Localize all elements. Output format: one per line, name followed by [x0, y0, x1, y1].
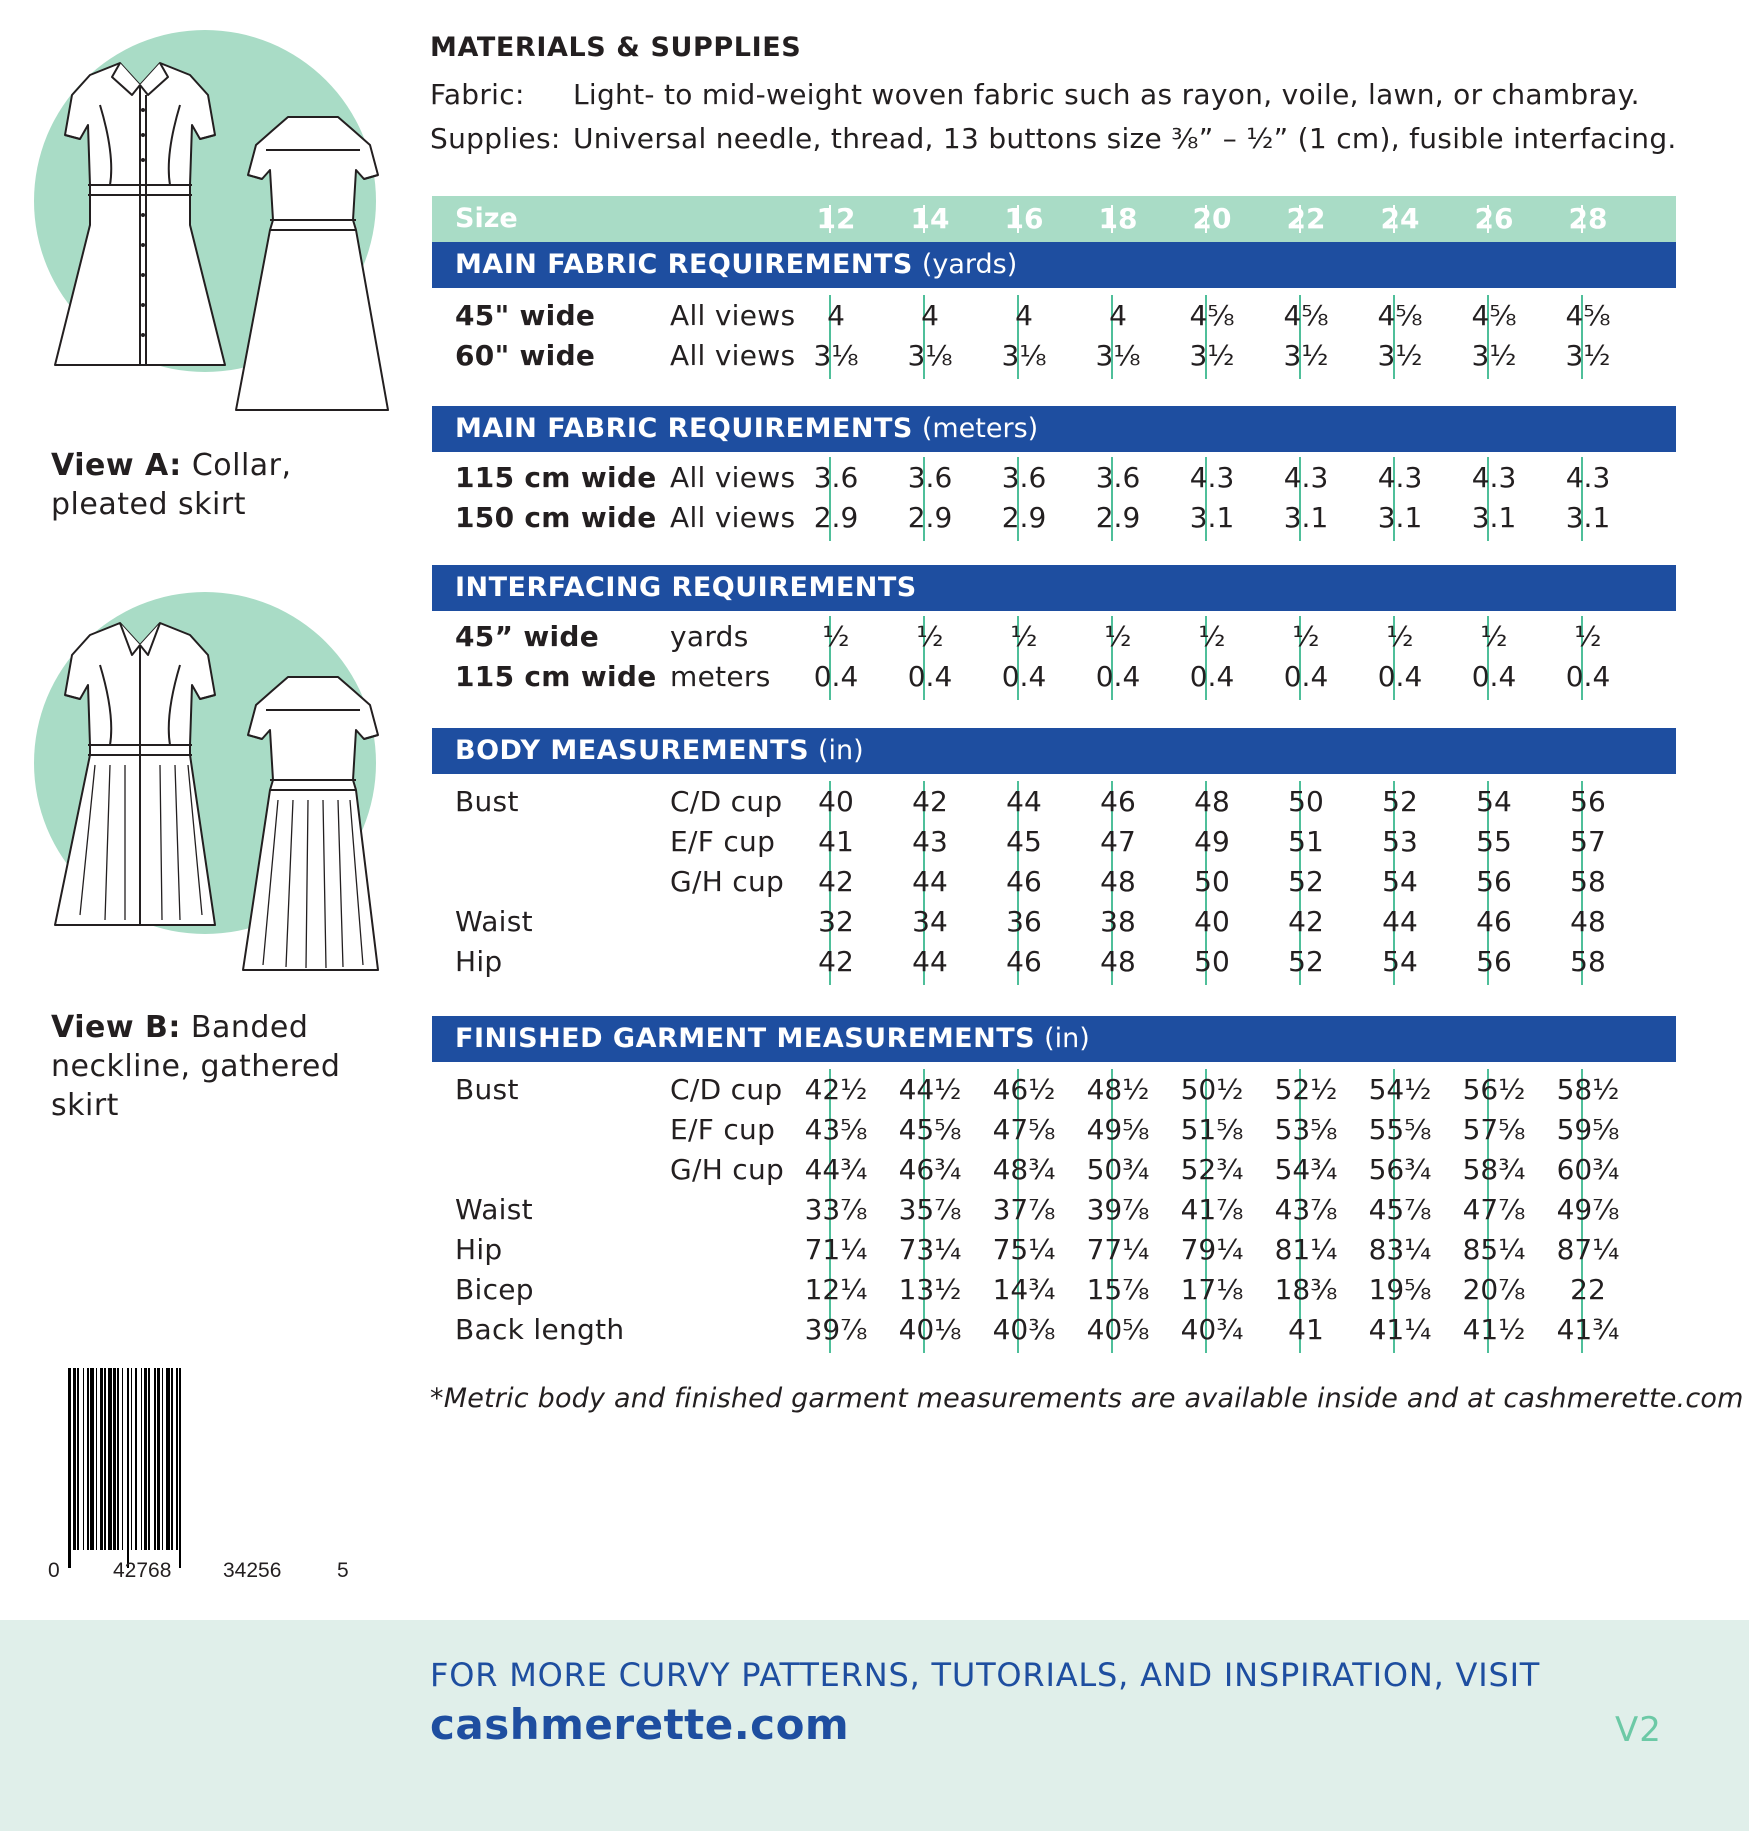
table-cell: 54 [1382, 865, 1418, 898]
table-cell: 42 [1288, 905, 1324, 938]
table-cell: 44 [1382, 905, 1418, 938]
view-a-front-dress-illustration [40, 55, 240, 375]
table-cell: 4 [1109, 299, 1127, 332]
row-label: 45” wide [455, 620, 600, 653]
table-cell: 2.9 [1095, 501, 1141, 534]
barcode-bar [179, 1368, 181, 1568]
table-cell: 50 [1194, 865, 1230, 898]
table-cell: 54 [1382, 945, 1418, 978]
table-cell: 3.6 [1095, 461, 1141, 494]
table-cell: 47 [1100, 825, 1136, 858]
row-label: Hip [455, 1233, 503, 1266]
table-cell: 0.4 [1377, 660, 1423, 693]
table-cell: 13½ [898, 1273, 962, 1306]
table-cell: 3½ [1189, 339, 1235, 372]
table-cell: 22 [1570, 1273, 1606, 1306]
table-cell: 19⅝ [1368, 1273, 1432, 1306]
table-cell: 3.6 [1001, 461, 1047, 494]
table-cell: 40⅝ [1086, 1313, 1150, 1346]
row-sublabel: E/F cup [670, 825, 776, 858]
barcode-bar [108, 1368, 112, 1550]
row-label: 45" wide [455, 299, 596, 332]
row-sublabel: C/D cup [670, 785, 783, 818]
table-cell: 4⅝ [1377, 299, 1423, 332]
barcode-bar [77, 1368, 79, 1550]
barcode-bar [90, 1368, 94, 1550]
section-unit: (yards) [921, 249, 1018, 280]
table-cell: 44¾ [804, 1153, 868, 1186]
table-cell: 48½ [1086, 1073, 1150, 1106]
table-cell: ½ [1104, 620, 1132, 653]
table-cell: 38 [1100, 905, 1136, 938]
table-cell: 4.3 [1189, 461, 1235, 494]
barcode-bar [73, 1368, 76, 1550]
size-header-0: 12 [816, 202, 856, 235]
table-cell: 4.3 [1471, 461, 1517, 494]
table-cell: ½ [1292, 620, 1320, 653]
table-cell: 2.9 [813, 501, 859, 534]
barcode-bar [144, 1368, 147, 1550]
table-cell: 50½ [1180, 1073, 1244, 1106]
table-cell: 0.4 [1283, 660, 1329, 693]
table-cell: 0.4 [1001, 660, 1047, 693]
table-cell: 44½ [898, 1073, 962, 1106]
table-cell: 46¾ [898, 1153, 962, 1186]
section-header [432, 242, 1676, 288]
table-cell: 85¼ [1462, 1233, 1526, 1266]
table-cell: 41¾ [1556, 1313, 1620, 1346]
table-cell: 81¼ [1274, 1233, 1338, 1266]
footer-band [0, 1620, 1749, 1831]
section-header [432, 565, 1676, 611]
table-cell: ½ [916, 620, 944, 653]
table-cell: 41⅞ [1180, 1193, 1244, 1226]
table-cell: 49 [1194, 825, 1230, 858]
table-cell: 58 [1570, 945, 1606, 978]
barcode-digits-group-2: 34256 [223, 1559, 282, 1582]
table-cell: 54½ [1368, 1073, 1432, 1106]
table-cell: 48 [1570, 905, 1606, 938]
row-sublabel: meters [670, 660, 771, 693]
table-cell: 4.3 [1377, 461, 1423, 494]
table-cell: 39⅞ [1086, 1193, 1150, 1226]
view-b-desc-line-2: neckline, gathered [51, 1049, 341, 1084]
row-sublabel: All views [670, 461, 796, 494]
table-cell: 58 [1570, 865, 1606, 898]
section-header [432, 728, 1676, 774]
table-cell: 50¾ [1086, 1153, 1150, 1186]
table-cell: 45⅝ [898, 1113, 962, 1146]
table-cell: 56 [1570, 785, 1606, 818]
table-cell: ½ [822, 620, 850, 653]
supplies-text: Universal needle, thread, 13 buttons size ⅜” – ½” (1 cm), fusible interfacing. [573, 122, 1677, 155]
table-cell: 4⅝ [1565, 299, 1611, 332]
barcode-bar [171, 1368, 173, 1550]
size-header-label: Size [455, 203, 518, 234]
row-label: Bust [455, 1073, 519, 1106]
row-label: Waist [455, 1193, 533, 1226]
table-cell: 3⅛ [1001, 339, 1047, 372]
table-cell: 47⅝ [992, 1113, 1056, 1146]
table-cell: 35⅞ [898, 1193, 962, 1226]
table-cell: 45⅞ [1368, 1193, 1432, 1226]
view-b-caption [51, 1008, 340, 1125]
barcode-bar [131, 1368, 132, 1550]
size-header-6: 24 [1380, 202, 1420, 235]
barcode-digit-right: 5 [337, 1559, 349, 1582]
materials-title: MATERIALS & SUPPLIES [430, 32, 802, 63]
materials-fabric-line [430, 78, 1640, 111]
table-cell: ½ [1574, 620, 1602, 653]
table-cell: 53⅝ [1274, 1113, 1338, 1146]
table-cell: 44 [912, 945, 948, 978]
view-b-back-dress-illustration [228, 675, 398, 975]
table-cell: 4.3 [1283, 461, 1329, 494]
section-unit: (in) [818, 735, 864, 766]
view-b-desc-line-1: Banded [190, 1010, 309, 1045]
table-cell: 2.9 [1001, 501, 1047, 534]
section-unit: (in) [1044, 1023, 1090, 1054]
barcode-digits-group-1: 42768 [113, 1559, 172, 1582]
barcode-bar [96, 1368, 97, 1550]
table-cell: 4⅝ [1189, 299, 1235, 332]
table-cell: 0.4 [1565, 660, 1611, 693]
table-cell: 18⅜ [1274, 1273, 1338, 1306]
table-cell: 75¼ [992, 1233, 1056, 1266]
section-title: BODY MEASUREMENTS [455, 735, 810, 766]
view-a-back-dress-illustration [228, 115, 398, 415]
table-cell: 40¾ [1180, 1313, 1244, 1346]
metric-footnote: *Metric body and finished garment measurements are available inside and at cashmerette.com [430, 1383, 1744, 1414]
table-cell: 71¼ [804, 1233, 868, 1266]
row-label: 60" wide [455, 339, 596, 372]
footer-version: V2 [1615, 1710, 1662, 1750]
view-b-front-dress-illustration [40, 615, 240, 935]
section-title: MAIN FABRIC REQUIREMENTS [455, 413, 913, 444]
footer-website-link[interactable]: cashmerette.com [430, 1700, 850, 1749]
table-cell: 83¼ [1368, 1233, 1432, 1266]
barcode-bar [122, 1368, 123, 1550]
table-cell: 52 [1382, 785, 1418, 818]
table-cell: 44 [1006, 785, 1042, 818]
table-cell: 0.4 [1471, 660, 1517, 693]
table-cell: 79¼ [1180, 1233, 1244, 1266]
view-a-desc-line-2: pleated skirt [51, 487, 246, 522]
table-cell: 42 [818, 865, 854, 898]
table-cell: 51 [1288, 825, 1324, 858]
table-cell: 51⅝ [1180, 1113, 1244, 1146]
table-cell: 50 [1194, 945, 1230, 978]
row-label: Hip [455, 945, 503, 978]
table-cell: 52¾ [1180, 1153, 1244, 1186]
table-cell: 52 [1288, 865, 1324, 898]
table-cell: 40 [1194, 905, 1230, 938]
table-cell: 34 [912, 905, 948, 938]
table-cell: 49⅝ [1086, 1113, 1150, 1146]
table-cell: 4 [921, 299, 939, 332]
table-cell: 40⅜ [992, 1313, 1056, 1346]
table-cell: 39⅞ [804, 1313, 868, 1346]
table-cell: 3.1 [1565, 501, 1611, 534]
table-cell: 54 [1476, 785, 1512, 818]
barcode-bar [87, 1368, 89, 1550]
table-cell: 42½ [804, 1073, 868, 1106]
size-header-5: 22 [1286, 202, 1326, 235]
size-header-7: 26 [1474, 202, 1514, 235]
table-cell: 4 [1015, 299, 1033, 332]
table-cell: 48 [1100, 945, 1136, 978]
view-a-title: View A: [51, 448, 182, 483]
row-label: 115 cm wide [455, 461, 657, 494]
table-cell: 3½ [1283, 339, 1329, 372]
barcode-bar [104, 1368, 106, 1550]
barcode-bar [141, 1368, 142, 1550]
section-header [432, 1016, 1676, 1062]
size-header-1: 14 [910, 202, 950, 235]
barcode-bar [113, 1368, 116, 1550]
table-cell: 3½ [1377, 339, 1423, 372]
table-cell: 40⅛ [898, 1313, 962, 1346]
table-cell: 33⅞ [804, 1193, 868, 1226]
table-cell: 49⅞ [1556, 1193, 1620, 1226]
table-cell: 56½ [1462, 1073, 1526, 1106]
section-title: FINISHED GARMENT MEASUREMENTS [455, 1023, 1036, 1054]
barcode-bar [127, 1368, 129, 1568]
table-cell: 32 [818, 905, 854, 938]
footer-tagline: FOR MORE CURVY PATTERNS, TUTORIALS, AND INSPIRATION, VISIT [430, 1656, 1541, 1694]
table-cell: 3.1 [1189, 501, 1235, 534]
row-sublabel: G/H cup [670, 865, 785, 898]
size-header-2: 16 [1004, 202, 1044, 235]
materials-supplies-line [430, 122, 1677, 155]
section-header [432, 406, 1676, 452]
supplies-label: Supplies: [430, 122, 561, 155]
barcode-bar [83, 1368, 84, 1550]
table-cell: 54¾ [1274, 1153, 1338, 1186]
table-cell: 46½ [992, 1073, 1056, 1106]
barcode-bar [166, 1368, 170, 1550]
row-sublabel: G/H cup [670, 1153, 785, 1186]
table-cell: 60¾ [1556, 1153, 1620, 1186]
table-cell: ½ [1386, 620, 1414, 653]
view-b-title: View B: [51, 1010, 181, 1045]
table-cell: ½ [1010, 620, 1038, 653]
table-cell: 58½ [1556, 1073, 1620, 1106]
table-cell: 42 [912, 785, 948, 818]
table-cell: 57⅝ [1462, 1113, 1526, 1146]
table-cell: 57 [1570, 825, 1606, 858]
fabric-text: Light- to mid-weight woven fabric such as rayon, voile, lawn, or chambray. [573, 78, 1640, 111]
table-cell: 3⅛ [813, 339, 859, 372]
table-cell: 40 [818, 785, 854, 818]
barcode-bar [100, 1368, 103, 1550]
table-cell: 77¼ [1086, 1233, 1150, 1266]
row-label: 115 cm wide [455, 660, 657, 693]
row-label: Bust [455, 785, 519, 818]
table-cell: 52½ [1274, 1073, 1338, 1106]
table-cell: ½ [1198, 620, 1226, 653]
row-sublabel: All views [670, 339, 796, 372]
table-cell: 56 [1476, 945, 1512, 978]
table-cell: 3½ [1471, 339, 1517, 372]
table-cell: 0.4 [1095, 660, 1141, 693]
table-cell: 47⅞ [1462, 1193, 1526, 1226]
table-cell: 50 [1288, 785, 1324, 818]
section-title: INTERFACING REQUIREMENTS [455, 572, 917, 603]
row-label: Bicep [455, 1273, 534, 1306]
table-cell: 3.6 [907, 461, 953, 494]
table-cell: 56 [1476, 865, 1512, 898]
barcode-bar [162, 1368, 163, 1550]
barcode-digit-left: 0 [48, 1559, 60, 1582]
table-cell: 4 [827, 299, 845, 332]
table-cell: 46 [1100, 785, 1136, 818]
table-cell: 55⅝ [1368, 1113, 1432, 1146]
size-header-8: 28 [1568, 202, 1608, 235]
table-cell: 3.1 [1377, 501, 1423, 534]
table-cell: 0.4 [1189, 660, 1235, 693]
barcode-bar [176, 1368, 178, 1550]
table-cell: ½ [1480, 620, 1508, 653]
table-cell: 52 [1288, 945, 1324, 978]
table-cell: 3.1 [1283, 501, 1329, 534]
table-cell: 36 [1006, 905, 1042, 938]
table-cell: 20⅞ [1462, 1273, 1526, 1306]
table-cell: 3½ [1565, 339, 1611, 372]
table-cell: 43⅝ [804, 1113, 868, 1146]
table-cell: 3.6 [813, 461, 859, 494]
row-sublabel: yards [670, 620, 749, 653]
table-cell: 53 [1382, 825, 1418, 858]
table-cell: 46 [1006, 865, 1042, 898]
size-header-4: 20 [1192, 202, 1232, 235]
barcode-bar [154, 1368, 156, 1550]
table-cell: 3.1 [1471, 501, 1517, 534]
section-title: MAIN FABRIC REQUIREMENTS [455, 249, 913, 280]
table-cell: 4⅝ [1283, 299, 1329, 332]
table-cell: 44 [912, 865, 948, 898]
table-cell: 37⅞ [992, 1193, 1056, 1226]
table-cell: 48 [1194, 785, 1230, 818]
row-sublabel: C/D cup [670, 1073, 783, 1106]
row-sublabel: All views [670, 299, 796, 332]
table-cell: 48¾ [992, 1153, 1056, 1186]
table-cell: 41¼ [1368, 1313, 1432, 1346]
table-cell: 87¼ [1556, 1233, 1620, 1266]
barcode-bar [157, 1368, 160, 1550]
table-cell: 48 [1100, 865, 1136, 898]
table-cell: 3⅛ [907, 339, 953, 372]
section-unit: (meters) [921, 413, 1039, 444]
table-cell: 43 [912, 825, 948, 858]
fabric-label: Fabric: [430, 78, 525, 111]
table-cell: 58¾ [1462, 1153, 1526, 1186]
table-cell: 41 [818, 825, 854, 858]
row-sublabel: All views [670, 501, 796, 534]
table-cell: 43⅞ [1274, 1193, 1338, 1226]
size-header-3: 18 [1098, 202, 1138, 235]
view-b-desc-line-3: skirt [51, 1088, 119, 1123]
table-cell: 73¼ [898, 1233, 962, 1266]
barcode [64, 1368, 334, 1568]
table-cell: 56¾ [1368, 1153, 1432, 1186]
table-cell: 41 [1288, 1313, 1324, 1346]
table-cell: 2.9 [907, 501, 953, 534]
table-cell: 4.3 [1565, 461, 1611, 494]
table-cell: 15⅞ [1086, 1273, 1150, 1306]
row-label: Back length [455, 1313, 625, 1346]
table-cell: 46 [1476, 905, 1512, 938]
table-cell: 42 [818, 945, 854, 978]
table-cell: 41½ [1462, 1313, 1526, 1346]
table-cell: 45 [1006, 825, 1042, 858]
table-cell: 46 [1006, 945, 1042, 978]
row-label: Waist [455, 905, 533, 938]
row-label: 150 cm wide [455, 501, 657, 534]
table-cell: 0.4 [907, 660, 953, 693]
table-cell: 17⅛ [1180, 1273, 1244, 1306]
table-cell: 3⅛ [1095, 339, 1141, 372]
table-cell: 59⅝ [1556, 1113, 1620, 1146]
table-cell: 14¾ [992, 1273, 1056, 1306]
table-cell: 4⅝ [1471, 299, 1517, 332]
view-a-desc-line-1: Collar, [191, 448, 292, 483]
barcode-bar [135, 1368, 137, 1550]
table-cell: 55 [1476, 825, 1512, 858]
barcode-bar [68, 1368, 71, 1568]
row-sublabel: E/F cup [670, 1113, 776, 1146]
barcode-bar [148, 1368, 150, 1550]
barcode-bar [117, 1368, 119, 1550]
table-cell: 12¼ [804, 1273, 868, 1306]
table-cell: 0.4 [813, 660, 859, 693]
view-a-caption [51, 446, 292, 524]
